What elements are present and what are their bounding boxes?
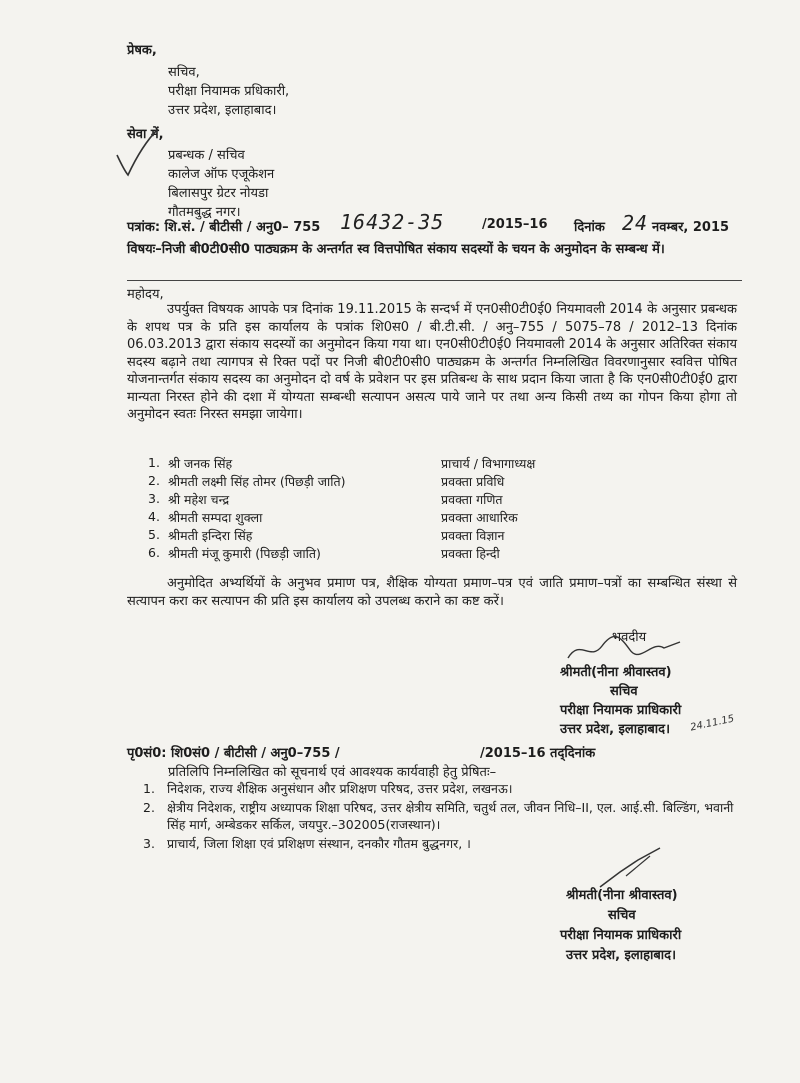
faculty-post: प्राचार्य / विभागाध्यक्ष <box>441 456 536 471</box>
cc-text: क्षेत्रीय निदेशक, राष्ट्रीय अध्यापक शिक्षा परिषद, उत्तर क्षेत्रीय समिति, चतुर्थ तल, जीवन निधि–II, एल. आई.सी. बिल्डिंग, भवानी सिंह मार्ग, अम्बेडकर सर्किल, जयपुर.–302005(राजस्थान)। <box>167 800 734 832</box>
item-number: 6. <box>148 545 160 560</box>
salutation: महोदय, <box>127 287 164 302</box>
item-number: 1. <box>143 781 155 796</box>
signatory-office: परीक्षा नियामक प्राधिकारी <box>560 703 682 718</box>
list-item <box>143 799 753 833</box>
faculty-name: श्रीमती लक्ष्मी सिंह तोमर (पिछड़ी जाति) <box>168 474 346 489</box>
sender-line-3: उत्तर प्रदेश, इलाहाबाद। <box>168 103 277 118</box>
faculty-post: प्रवक्ता प्रविधि <box>441 474 505 489</box>
letter-ref: पत्रांक: शि.सं. / बीटीसी / अनु0– 755 <box>127 220 321 235</box>
list-item <box>148 491 608 509</box>
cc-text: प्राचार्य, जिला शिक्षा एवं प्रशिक्षण संस्थान, दनकौर गौतम बुद्धनगर, । <box>167 836 471 851</box>
list-item <box>148 473 608 491</box>
item-number: 2. <box>143 800 155 815</box>
faculty-name: श्रीमती मंजू कुमारी (पिछड़ी जाति) <box>168 546 321 561</box>
recipient-line-1: प्रबन्धक / सचिव <box>168 148 245 163</box>
yours-faithfully: भवदीय <box>612 630 647 645</box>
item-number: 4. <box>148 509 160 524</box>
handwritten-date-note: 24.11.15 <box>689 713 736 734</box>
list-item <box>143 780 753 797</box>
sender-line-2: परीक्षा नियामक प्रधिकारी, <box>168 84 290 99</box>
faculty-name: श्री महेश चन्द्र <box>168 492 230 507</box>
signatory-title: सचिव <box>610 684 638 699</box>
subject-line: विषयः–निजी बी0टी0सी0 पाठ्यक्रम के अन्तर्गत स्व वित्तपोषित संकाय सदस्यों के चयन के अनुमोदन के सम्बन्ध में। <box>127 242 665 257</box>
item-number: 2. <box>148 473 160 488</box>
faculty-post: प्रवक्ता विज्ञान <box>441 528 505 543</box>
item-number: 3. <box>143 836 155 851</box>
subject-underline <box>127 280 742 281</box>
signatory-name: श्रीमती(नीना श्रीवास्तव) <box>560 665 672 680</box>
closing-paragraph: अनुमोदित अभ्यर्थियों के अनुभव प्रमाण पत्र, शैक्षिक योग्यता प्रमाण–पत्र एवं जाति प्रमाण–पत्रों का सम्बन्धित संस्था से सत्यापन करा कर सत्यापन की प्रति इस कार्यालय को उपलब्ध कराने का कष्ट करें। <box>127 576 737 609</box>
body-paragraph: उपर्युक्त विषयक आपके पत्र दिनांक 19.11.2015 के सन्दर्भ में एन0सी0टी0ई0 नियमावली 2014 के अनुसार प्रबन्धक के शपथ पत्र के प्रति इस कार्यालय के पत्रांक शि0स0 / बी.टी.सी. / अनु–755 / 5075–78 / 2012–13 दिनांक 06.03.2013 द्वारा संकाय सदस्यों का अनुमोदन किया गया था। एन0सी0टी0ई0 नियमावली 2014 के अनुसार अतिरिक्त संकाय सदस्य बढ़ाने तथा त्यागपत्र से रिक्त पदों पर निजी बी0टी0सी0 पाठ्यक्रम के अन्तर्गत निम्नलिखित विवरणानुसार स्ववित्त पोषित योजनान्तर्गत संकाय सदस्य का अनुमोदन दो वर्ष के प्रवेशन पर इस प्रतिबन्ध के साथ प्रदान किया जाता है कि एन0सी0टी0ई0 द्वारा मान्यता निरस्त होने की दशा में योग्यता सम्बन्धी सत्यापन असत्य पाये जाने पर तथा अन्य किसी तथ्य का गोपन किया होगा तो अनुमोदन स्वतः निरस्त समझा जायेगा। <box>127 302 737 422</box>
date-label: दिनांक <box>574 220 605 235</box>
signatory-place: उत्तर प्रदेश, इलाहाबाद। <box>566 948 677 963</box>
endorsement-date: /2015–16 तद्‌दिनांक <box>480 746 596 761</box>
list-item <box>148 545 608 563</box>
endorsement-ref: पृ0सं0: शि0सं0 / बीटीसी / अनु0–755 / <box>127 746 340 761</box>
recipient-line-2: कालेज ऑफ एजूकेशन <box>168 167 275 182</box>
item-number: 3. <box>148 491 160 506</box>
sender-line-1: सचिव, <box>168 65 200 80</box>
handwritten-ref-number: 16432-35 <box>340 210 445 234</box>
list-item <box>148 455 608 473</box>
faculty-post: प्रवक्ता हिन्दी <box>441 546 500 561</box>
tick-mark-icon <box>112 125 162 180</box>
signatory-place: उत्तर प्रदेश, इलाहाबाद। <box>560 722 671 737</box>
recipient-line-4: गौतमबुद्ध नगर। <box>168 205 241 220</box>
cc-text: निदेशक, राज्य शैक्षिक अनुसंधान और प्रशिक्षण परिषद, उत्तर प्रदेश, लखनऊ। <box>167 781 513 796</box>
ref-year: /2015–16 <box>482 217 548 232</box>
faculty-name: श्रीमती इन्दिरा सिंह <box>168 528 253 543</box>
date-rest: नवम्बर, 2015 <box>652 220 730 235</box>
faculty-post: प्रवक्ता आधारिक <box>441 510 518 525</box>
handwritten-day: 24 <box>622 211 649 235</box>
faculty-name: श्री जनक सिंह <box>168 456 233 471</box>
signatory-office: परीक्षा नियामक प्राधिकारी <box>560 928 682 943</box>
signatory-name: श्रीमती(नीना श्रीवास्तव) <box>566 888 678 903</box>
list-item <box>148 509 608 527</box>
endorsement-intro: प्रतिलिपि निम्नलिखित को सूचनार्थ एवं आवश्यक कार्यवाही हेतु प्रेषितः– <box>168 765 497 780</box>
item-number: 1. <box>148 455 160 470</box>
item-number: 5. <box>148 527 160 542</box>
to-label: सेवा में, <box>127 127 164 142</box>
signatory-title: सचिव <box>608 908 636 923</box>
from-label: प्रेषक, <box>127 43 157 58</box>
faculty-post: प्रवक्ता गणित <box>441 492 503 507</box>
recipient-line-3: बिलासपुर ग्रेटर नोयडा <box>168 186 269 201</box>
faculty-name: श्रीमती सम्पदा शुक्ला <box>168 510 263 525</box>
list-item <box>148 527 608 545</box>
